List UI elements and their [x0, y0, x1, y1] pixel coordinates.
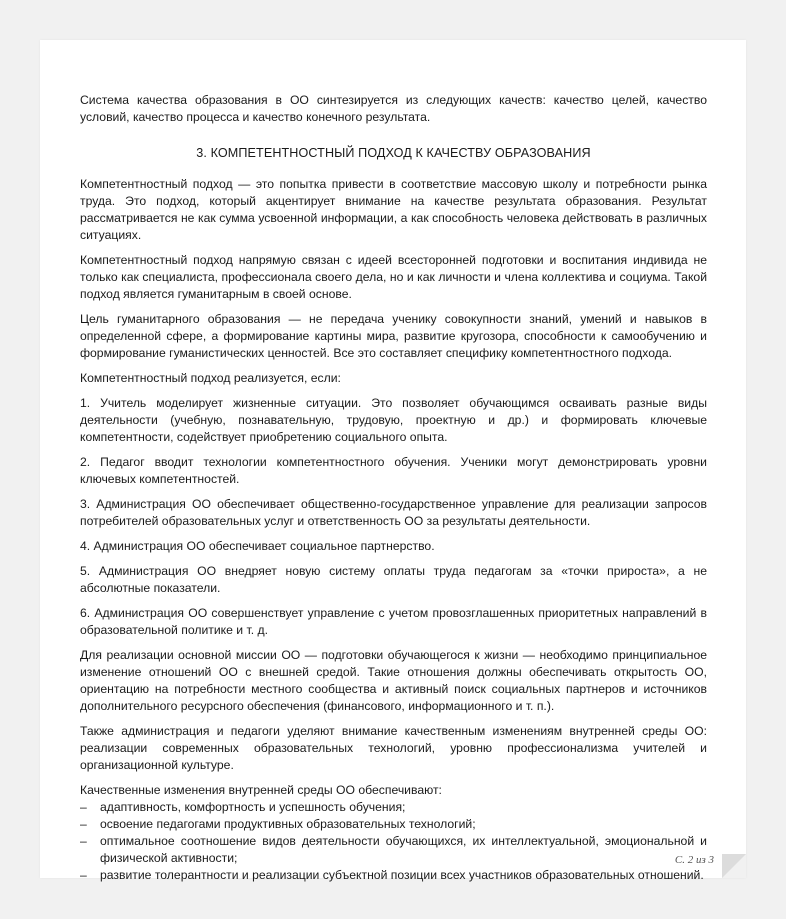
paragraph: Компетентностный подход реализуется, если:	[80, 371, 341, 385]
list-item	[80, 867, 707, 884]
page-corner-fold	[722, 854, 746, 878]
numbered-item: 2. Педагог вводит технологии компетентностного обучения. Ученики могут демонстрировать уровни ключевых компетентностей.	[80, 455, 707, 486]
dash-bullet: –	[80, 800, 87, 814]
list-item-text: освоение педагогами продуктивных образовательных технологий;	[100, 817, 476, 831]
paragraph: Для реализации основной миссии ОО — подготовки обучающегося к жизни — необходимо принципиальное изменение отношений ОО с внешней средой. Такие отношения должны обеспечивать открытость ОО, ориентацию на потребности местного сообщества и активный поиск социальных партнеров и источников дополнительного ресурсного обеспечения (финансового, информационного и т. п.).	[80, 648, 707, 713]
numbered-item: 3. Администрация ОО обеспечивает общественно-государственное управление для реализации запросов потребителей образовательных услуг и ответственность ОО за результаты деятельности.	[80, 497, 707, 528]
paragraph: Цель гуманитарного образования — не передача ученику совокупности знаний, умений и навыков в определенной сфере, а формирование картины мира, развитие кругозора, способности к самообучению и формирование гуманистических ценностей. Все это составляет специфику компетентностного подхода.	[80, 312, 707, 360]
list-item-text: оптимальное соотношение видов деятельности обучающихся, их интеллектуальной, эмоциональной и физической активности;	[100, 834, 707, 865]
intro-paragraph: Система качества образования в ОО синтезируется из следующих качеств: качество целей, качество условий, качество процесса и качество конечного результата.	[80, 93, 707, 124]
paragraph: Компетентностный подход напрямую связан с идеей всесторонней подготовки и воспитания индивида не только как специалиста, профессионала своего дела, но и как личности и члена коллектива и социума. Такой подход является гуманитарным в своей основе.	[80, 253, 707, 301]
paragraph: Также администрация и педагоги уделяют внимание качественным изменениям внутренней среды ОО: реализации современных образовательных технологий, уровню профессионализма учителей и организационной культуре.	[80, 724, 707, 772]
numbered-item: 1. Учитель моделирует жизненные ситуации. Это позволяет обучающимся осваивать разные виды деятельности (учебную, познавательную, трудовую, проектную и др.) и формировать ключевые компетентности, содействует приобретению социального опыта.	[80, 396, 707, 444]
list-item-text: адаптивность, комфортность и успешность обучения;	[100, 800, 406, 814]
section-heading: 3. КОМПЕТЕНТНОСТНЫЙ ПОДХОД К КАЧЕСТВУ ОБРАЗОВАНИЯ	[196, 146, 591, 160]
dash-bullet: –	[80, 817, 87, 831]
list-item	[80, 799, 707, 816]
list-intro: Качественные изменения внутренней среды ОО обеспечивают:	[80, 783, 442, 797]
paragraph: Компетентностный подход — это попытка привести в соответствие массовую школу и потребности рынка труда. Это подход, который акцентирует внимание на качестве результата образования. Результат рассматривается не как сумма усвоенной информации, а как способность человека действовать в различных ситуациях.	[80, 177, 707, 242]
dash-list	[80, 799, 707, 884]
list-item	[80, 816, 707, 833]
list-item-text: развитие толерантности и реализации субъектной позиции всех участников образовательных отношений.	[100, 868, 704, 882]
numbered-item: 4. Администрация ОО обеспечивает социальное партнерство.	[80, 539, 435, 553]
dash-bullet: –	[80, 868, 87, 882]
document-page	[40, 40, 746, 882]
numbered-item: 5. Администрация ОО внедряет новую систему оплаты труда педагогам за «точки прироста», а не абсолютные показатели.	[80, 564, 707, 595]
numbered-item: 6. Администрация ОО совершенствует управление с учетом провозглашенных приоритетных направлений в образовательной политике и т. д.	[80, 606, 707, 637]
list-item	[80, 833, 707, 867]
page-number: С. 2 из 3	[674, 854, 714, 866]
dash-bullet: –	[80, 834, 87, 848]
document-content	[80, 92, 707, 884]
